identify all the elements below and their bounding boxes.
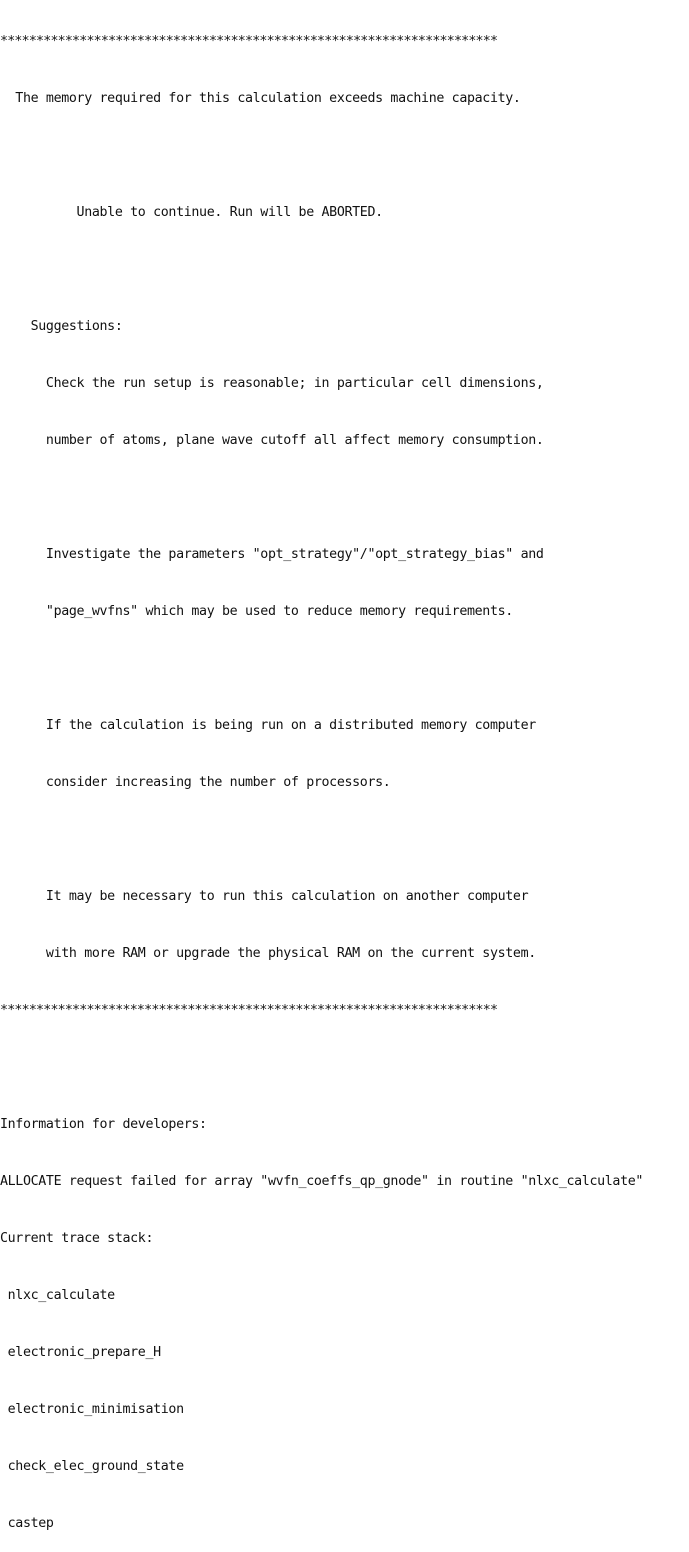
allocate-error-message: ALLOCATE request failed for array "wvfn_coeffs_qp_gnode" in routine "nlxc_calculate" [0,1174,644,1189]
separator-line-top: ********************************************************************* [0,34,498,49]
blank-line [0,260,689,279]
trace-stack-entry: electronic_prepare_H [0,1345,161,1360]
blank-line [0,659,689,678]
suggestions-heading: Suggestions: [0,319,123,334]
trace-stack-heading: Current trace stack: [0,1231,154,1246]
trace-stack-entry: electronic_minimisation [0,1402,184,1417]
abort-message: Unable to continue. Run will be ABORTED. [0,205,383,220]
suggestion-text: Investigate the parameters "opt_strategy"/"opt_strategy_bias" and [0,547,544,562]
blank-line [0,146,689,165]
trace-stack-entry: nlxc_calculate [0,1288,115,1303]
trace-stack-entry: castep [0,1516,54,1531]
blank-line [0,1058,689,1077]
separator-line-bottom: ********************************************************************* [0,1003,498,1018]
developer-info-heading: Information for developers: [0,1117,207,1132]
suggestion-text: number of atoms, plane wave cutoff all affect memory consumption. [0,433,544,448]
suggestion-text: consider increasing the number of processors. [0,775,391,790]
blank-line [0,488,689,507]
error-message: The memory required for this calculation exceeds machine capacity. [0,91,521,106]
suggestion-text: Check the run setup is reasonable; in particular cell dimensions, [0,376,544,391]
suggestion-text: "page_wvfns" which may be used to reduce memory requirements. [0,604,513,619]
blank-line [0,830,689,849]
suggestion-text: If the calculation is being run on a distributed memory computer [0,718,536,733]
suggestion-text: with more RAM or upgrade the physical RAM on the current system. [0,946,536,961]
trace-stack-entry: check_elec_ground_state [0,1459,184,1474]
suggestion-text: It may be necessary to run this calculation on another computer [0,889,529,904]
